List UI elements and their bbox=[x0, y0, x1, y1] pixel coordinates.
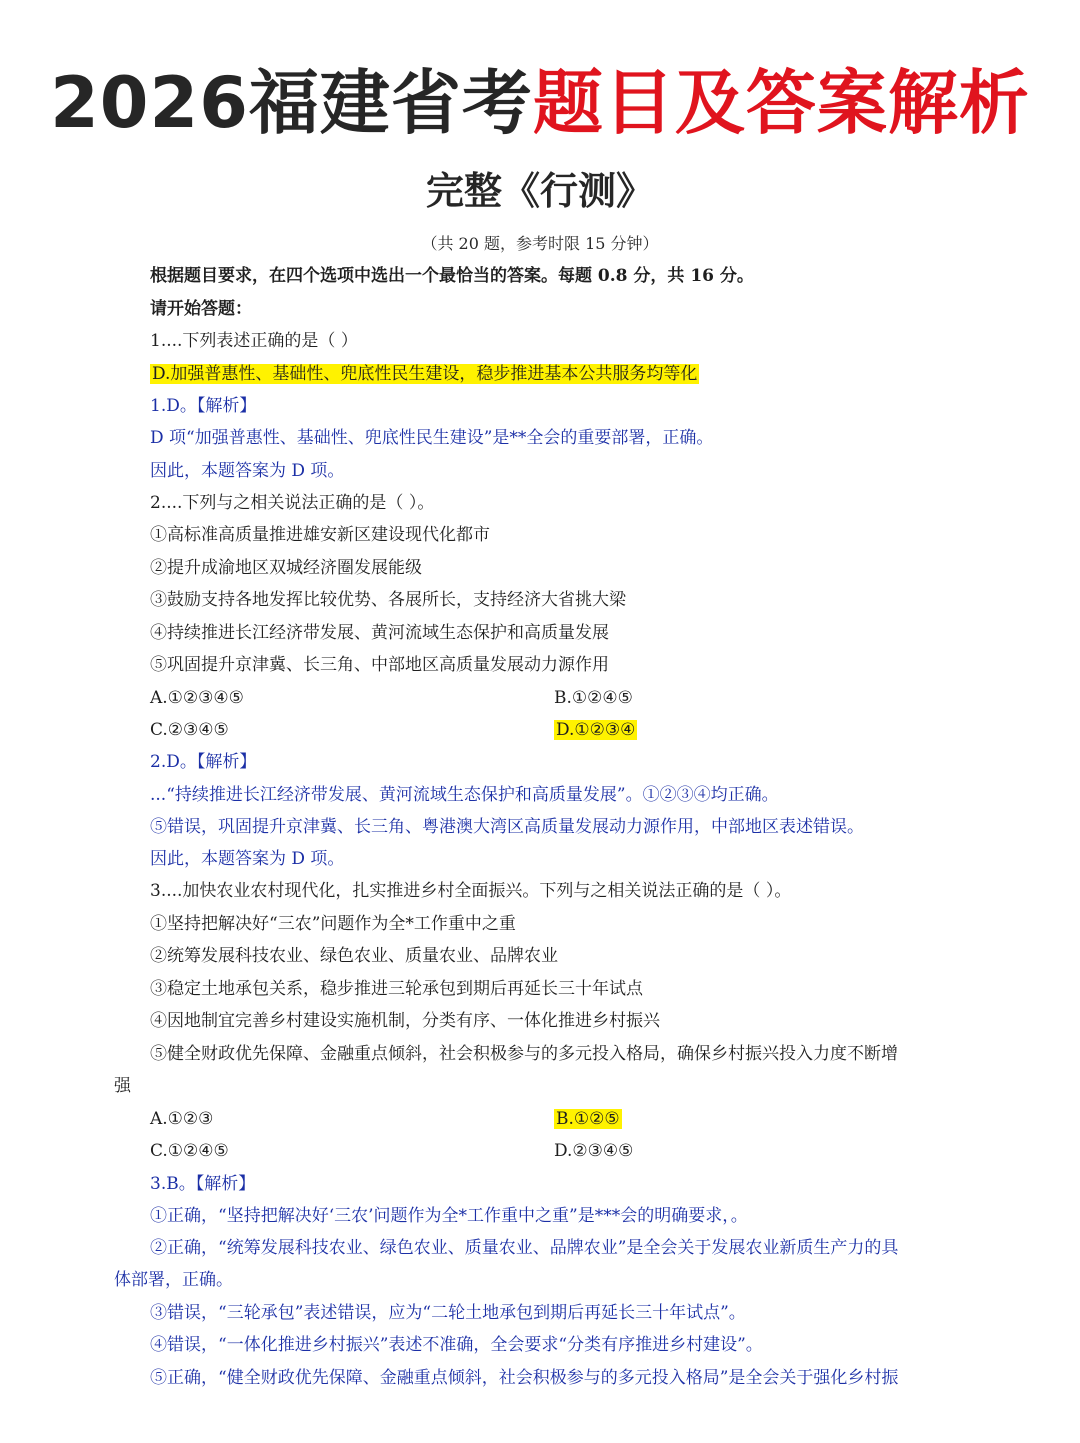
q2-analysis-line: ⑤错误，巩固提升京津冀、长三角、粤港澳大湾区高质量发展动力源作用，中部地区表述错误。 bbox=[150, 817, 864, 837]
q3-item: ③稳定土地承包关系，稳步推进三轮承包到期后再延长三十年试点 bbox=[150, 979, 643, 999]
q3-option-c: C.①②④⑤ bbox=[150, 1141, 229, 1161]
title-dark-part: 2026福建省考 bbox=[50, 62, 533, 144]
q2-stem: 2....下列与之相关说法正确的是（ ）。 bbox=[150, 493, 435, 513]
q3-analysis-line: ②正确，“统筹发展科技农业、绿色农业、质量农业、品牌农业”是全会关于发展农业新质生产力的具 bbox=[150, 1238, 899, 1258]
q3-analysis-title: 3.B。【解析】 bbox=[150, 1174, 256, 1194]
q1-answer-highlight: D.加强普惠性、基础性、兜底性民生建设，稳步推进基本公共服务均等化 bbox=[152, 364, 698, 384]
q3-item: ⑤健全财政优先保障、金融重点倾斜，社会积极参与的多元投入格局，确保乡村振兴投入力度不断增 bbox=[150, 1044, 898, 1064]
q2-answer-highlight: D.①②③④ bbox=[556, 720, 636, 740]
q2-item: ②提升成渝地区双城经济圈发展能级 bbox=[150, 558, 422, 578]
page-subtitle: 完整《行测》 bbox=[425, 169, 654, 213]
q2-item: ①高标准高质量推进雄安新区建设现代化都市 bbox=[150, 525, 490, 545]
q2-item: ③鼓励支持各地发挥比较优势、各展所长，支持经济大省挑大梁 bbox=[150, 590, 626, 610]
q3-item: ④因地制宜完善乡村建设实施机制，分类有序、一体化推进乡村振兴 bbox=[150, 1011, 660, 1031]
exam-meta: （共 20 题，参考时限 15 分钟） bbox=[421, 234, 659, 253]
q3-item: ②统筹发展科技农业、绿色农业、质量农业、品牌农业 bbox=[150, 946, 558, 966]
q3-stem: 3....加快农业农村现代化，扎实推进乡村全面振兴。下列与之相关说法正确的是（ ）。 bbox=[150, 881, 792, 901]
page-title bbox=[0, 58, 1080, 148]
q2-analysis-line: ...“持续推进长江经济带发展、黄河流域生态保护和高质量发展”。①②③④均正确。 bbox=[150, 785, 779, 805]
q1-answer-option bbox=[150, 361, 699, 387]
instruction-text: 根据题目要求，在四个选项中选出一个最恰当的答案。每题 0.8 分，共 16 分。 bbox=[150, 266, 754, 286]
q1-stem: 1....下列表述正确的是（ ） bbox=[150, 331, 358, 351]
q3-option-a: A.①②③ bbox=[150, 1109, 214, 1129]
q3-answer-highlight: B.①②⑤ bbox=[556, 1109, 620, 1129]
q3-item-wrap: 强 bbox=[114, 1076, 131, 1096]
q2-item: ④持续推进长江经济带发展、黄河流域生态保护和高质量发展 bbox=[150, 623, 609, 643]
q2-analysis-title: 2.D。【解析】 bbox=[150, 752, 257, 772]
q3-analysis-line: ④错误，“一体化推进乡村振兴”表述不准确，全会要求“分类有序推进乡村建设”。 bbox=[150, 1335, 763, 1355]
q2-option-c: C.②③④⑤ bbox=[150, 720, 229, 740]
q2-option-b: B.①②④⑤ bbox=[554, 688, 633, 708]
q3-option-d: D.②③④⑤ bbox=[554, 1141, 634, 1161]
start-text: 请开始答题： bbox=[150, 299, 252, 319]
q3-analysis-line: ①正确，“坚持把解决好‘三农’问题作为全*工作重中之重”是***会的明确要求，。 bbox=[150, 1206, 748, 1226]
q2-item: ⑤巩固提升京津冀、长三角、中部地区高质量发展动力源作用 bbox=[150, 655, 609, 675]
q1-analysis-title: 1.D。【解析】 bbox=[150, 396, 257, 416]
q3-analysis-line: ③错误，“三轮承包”表述错误，应为“二轮土地承包到期后再延长三十年试点”。 bbox=[150, 1303, 746, 1323]
q2-option-d bbox=[554, 717, 637, 743]
q2-option-a: A.①②③④⑤ bbox=[150, 688, 244, 708]
q3-item: ①坚持把解决好“三农”问题作为全*工作重中之重 bbox=[150, 914, 516, 934]
q3-analysis-line: ⑤正确，“健全财政优先保障、金融重点倾斜，社会积极参与的多元投入格局”是全会关于强化乡村振 bbox=[150, 1368, 899, 1388]
q3-option-b bbox=[554, 1106, 622, 1132]
q1-analysis-line: 因此，本题答案为 D 项。 bbox=[150, 461, 345, 481]
q1-analysis-line: D 项“加强普惠性、基础性、兜底性民生建设”是**全会的重要部署，正确。 bbox=[150, 428, 714, 448]
title-red-part: 题目及答案解析 bbox=[532, 62, 1030, 144]
q2-analysis-line: 因此，本题答案为 D 项。 bbox=[150, 849, 345, 869]
q3-analysis-line: 体部署，正确。 bbox=[114, 1270, 233, 1290]
